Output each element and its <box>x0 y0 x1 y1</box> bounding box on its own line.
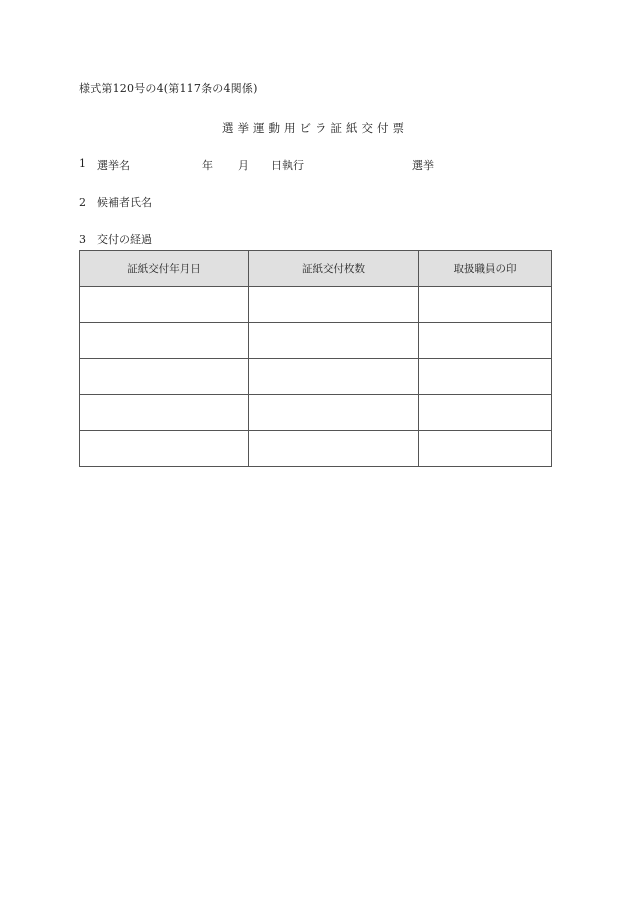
column-header-staff-seal: 取扱職員の印 <box>419 251 552 287</box>
table-row <box>80 287 552 323</box>
year-label: 年 <box>202 159 213 172</box>
issuance-history-row <box>79 231 152 247</box>
election-suffix-label: 選挙 <box>412 159 434 172</box>
table-cell[interactable] <box>80 323 249 359</box>
table-cell[interactable] <box>249 359 419 395</box>
month-label: 月 <box>238 159 249 172</box>
table-cell[interactable] <box>419 431 552 467</box>
table-cell[interactable] <box>419 287 552 323</box>
day-held-label: 日執行 <box>271 159 304 172</box>
table-cell[interactable] <box>419 323 552 359</box>
table-cell[interactable] <box>80 395 249 431</box>
table-cell[interactable] <box>419 395 552 431</box>
item2-number: 2 <box>79 196 86 209</box>
issuance-history-label: 交付の経過 <box>97 233 152 246</box>
item1-number: 1 <box>79 157 86 170</box>
issuance-log-table <box>79 250 552 467</box>
table-header-row <box>80 251 552 287</box>
table-cell[interactable] <box>249 287 419 323</box>
table-cell[interactable] <box>80 431 249 467</box>
election-name-label: 選挙名 <box>97 159 130 172</box>
document-title: 選挙運動用ビラ証紙交付票 <box>222 121 408 135</box>
table-cell[interactable] <box>249 431 419 467</box>
table-row <box>80 395 552 431</box>
item3-number: 3 <box>79 233 86 246</box>
candidate-name-row <box>79 194 152 210</box>
table-cell[interactable] <box>419 359 552 395</box>
table-row <box>80 359 552 395</box>
form-number: 様式第120号の4(第117条の4関係) <box>79 82 258 95</box>
table-cell[interactable] <box>80 359 249 395</box>
column-header-stamp-count: 証紙交付枚数 <box>249 251 419 287</box>
table-cell[interactable] <box>249 395 419 431</box>
table-cell[interactable] <box>80 287 249 323</box>
column-header-issue-date: 証紙交付年月日 <box>80 251 249 287</box>
candidate-name-label: 候補者氏名 <box>97 196 152 209</box>
table-row <box>80 431 552 467</box>
table-row <box>80 323 552 359</box>
table-cell[interactable] <box>249 323 419 359</box>
